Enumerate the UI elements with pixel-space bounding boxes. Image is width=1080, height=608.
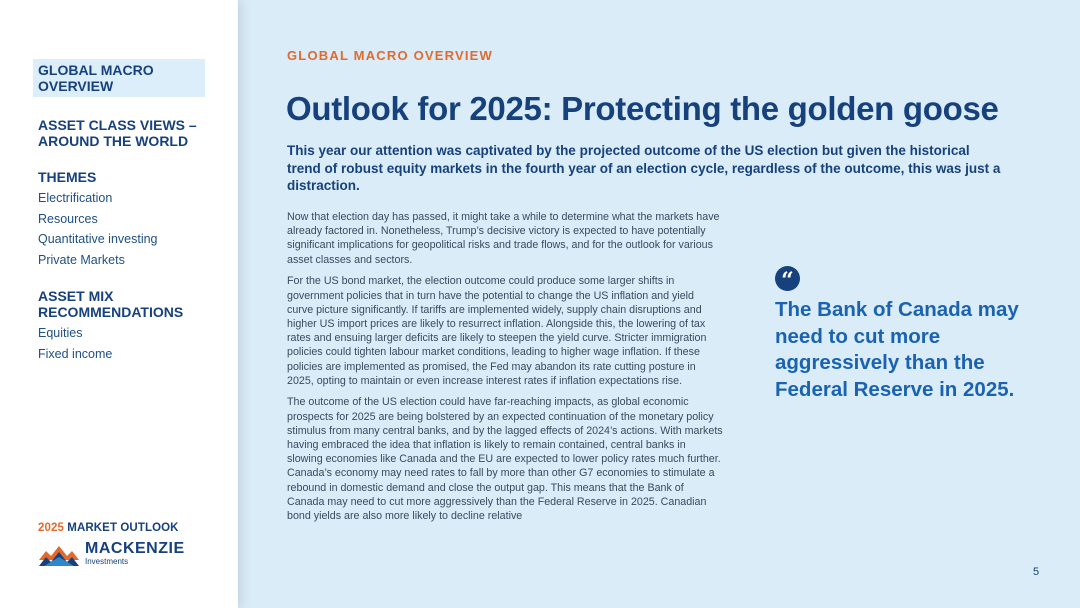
brand-year: 2025 — [38, 522, 64, 534]
body-text — [287, 210, 723, 531]
nav-quantitative-investing[interactable]: Quantitative investing — [38, 232, 158, 246]
main-content — [238, 0, 1080, 608]
nav-group-macro — [33, 59, 205, 97]
body-paragraph: For the US bond market, the election outcome could produce some larger shifts in government policies that in turn have the potential to change the US inflation and yield curve picture significantly. If tariffs are implemented widely, supply chain disruptions and higher US import prices are likely to resurrect inflation. Alongside this, the lowering of tax rates and ensuing larger deficits are likely to steepen the yield curve. Stricter immigration policies could tighten labour market conditions, leading to higher wage inflation. If these policies are implemented as promised, the Fed may abandon its rate cutting posture in 2025, opting to maintain or even increase interest rates if inflation expectations rise. — [287, 275, 707, 387]
mackenzie-logo — [38, 541, 185, 567]
logo-text — [85, 541, 185, 567]
logo-name: MACKENZIE — [85, 540, 185, 557]
market-outlook-tag — [38, 522, 185, 534]
nav-fixed-income[interactable]: Fixed income — [38, 346, 113, 361]
nav-private-markets[interactable]: Private Markets — [38, 252, 125, 267]
brand-block — [38, 522, 185, 567]
section-label: GLOBAL MACRO OVERVIEW — [287, 48, 494, 63]
nav-resources[interactable]: Resources — [38, 211, 98, 226]
page-number: 5 — [1033, 566, 1040, 578]
nav-group-asset-mix — [33, 285, 205, 364]
nav-global-macro-overview[interactable]: GLOBAL MACRO OVERVIEW — [33, 59, 205, 97]
pull-quote: The Bank of Canada may need to cut more aggressively than the Federal Reserve in 2025. — [775, 298, 1019, 401]
intro-paragraph: This year our attention was captivated by the projected outcome of the US election but given the historical trend of robust equity markets in the fourth year of an election cycle, regardless of the outcome, this was just a distraction. — [287, 143, 1001, 193]
sidebar — [0, 0, 238, 608]
brand-tagline: MARKET OUTLOOK — [67, 522, 179, 534]
mackenzie-logo-icon — [38, 541, 80, 567]
nav-electrification[interactable]: Electrification — [38, 191, 113, 205]
quote-icon: “ — [775, 266, 800, 291]
nav-group-asset-class — [33, 114, 205, 152]
nav-asset-mix-recommendations[interactable]: ASSET MIX RECOMMENDATIONS — [38, 288, 184, 320]
nav-group-themes — [33, 166, 205, 270]
nav-equities[interactable]: Equities — [38, 326, 83, 340]
body-paragraph: The outcome of the US election could have far-reaching impacts, as global economic prospects for 2025 are being bolstered by an expected continuation of the monetary policy stimulus from many central banks, and by the lagged effects of 2024’s actions. With markets having embraced the idea that inflation is likely to remain contained, central banks in slowing economies like Canada and the EU are expected to lower policy rates much further. Canada’s economy may need rates to fall by more than other G7 economies to stimulate a rebound in domestic demand and close the output gap. This means that the Bank of Canada may need to cut more aggressively than the Federal Reserve in 2025. Canadian bond yields are also more likely to decline relative — [287, 396, 723, 523]
body-paragraph: Now that election day has passed, it might take a while to determine what the markets have already factored in. Nonetheless, Trump’s decisive victory is expected to have potentially significant implications for geopolitical risks and trade flows, and for the outlook for various asset classes and sectors. — [287, 211, 720, 266]
page-title: Outlook for 2025: Protecting the golden goose — [286, 90, 999, 127]
logo-subtitle: Investments — [85, 557, 129, 566]
nav-themes[interactable]: THEMES — [38, 169, 97, 185]
nav-asset-class-views[interactable]: ASSET CLASS VIEWS – AROUND THE WORLD — [38, 117, 197, 149]
